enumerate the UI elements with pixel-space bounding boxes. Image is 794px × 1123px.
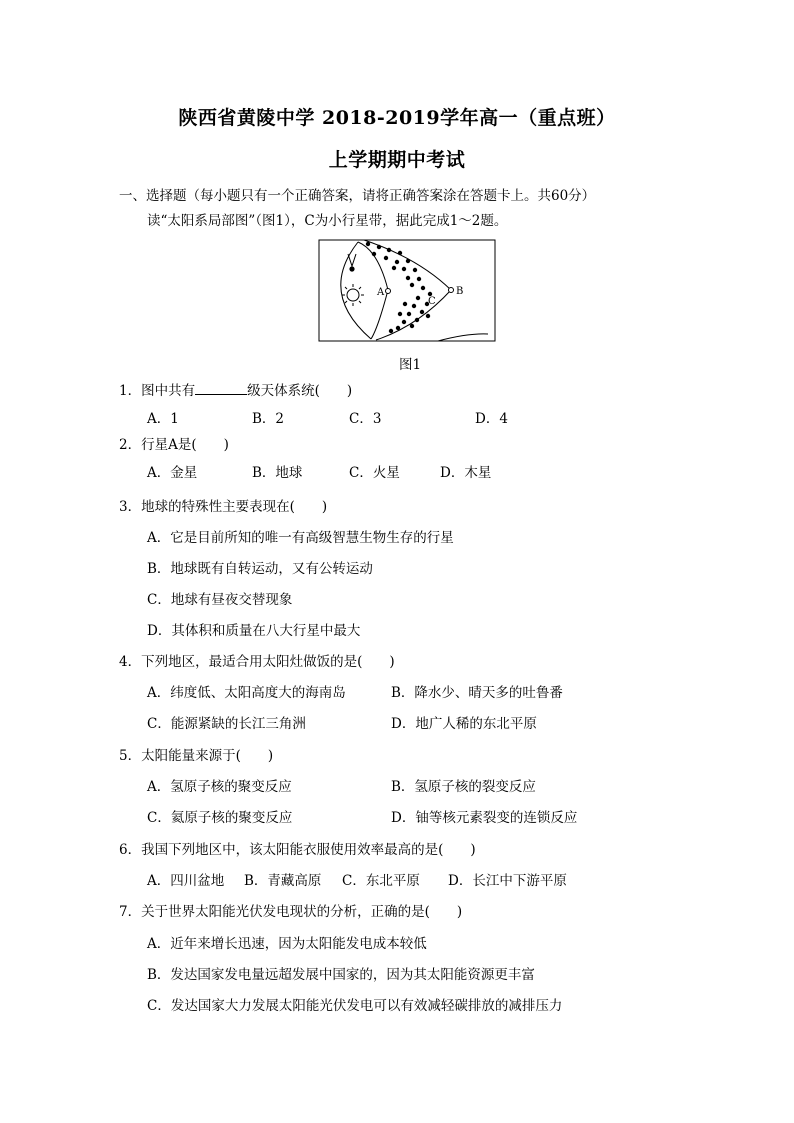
question-1-stem (119, 382, 352, 400)
sun-icon (342, 284, 364, 306)
question-6-option-b: B．青藏高原 (244, 873, 322, 889)
question-2-option-a: A．金星 (147, 465, 198, 481)
asteroid-belt (366, 242, 432, 333)
question-4-option-d: D．地广人稀的东北平原 (391, 716, 537, 732)
question-3-option-d: D．其体积和质量在八大行星中最大 (147, 623, 361, 639)
figure-caption: 图1 (399, 357, 422, 373)
question-4-option-a: A．纬度低、太阳高度大的海南岛 (147, 685, 346, 701)
question-7-option-b: B．发达国家发电量远超发展中国家的，因为其太阳能资源更丰富 (147, 967, 535, 983)
question-1-stem-post: 级天体系统( ) (247, 383, 353, 399)
question-2-stem: 2．行星A是( ) (119, 437, 229, 453)
label-b: B (456, 286, 464, 297)
exam-title-line1: 陕西省黄陵中学 2018-2019学年高一（重点班） (178, 107, 616, 129)
question-1-stem-pre: 1．图中共有 (119, 383, 196, 399)
question-2-option-c: C．火星 (349, 465, 400, 481)
question-5-option-b: B．氢原子核的裂变反应 (391, 779, 536, 795)
question-3-option-a: A．它是目前所知的唯一有高级智慧生物生存的行星 (147, 530, 454, 546)
question-7-option-a: A．近年来增长迅速，因为太阳能发电成本较低 (147, 936, 427, 952)
question-2-option-d: D．木星 (440, 465, 492, 481)
planet-a-marker (386, 289, 391, 294)
question-5-option-c: C．氦原子核的聚变反应 (147, 810, 293, 826)
question-3-stem: 3．地球的特殊性主要表现在( ) (119, 499, 328, 515)
figure-intro: 读“太阳系局部图”（图1），C为小行星带，据此完成1～2题。 (147, 213, 508, 229)
question-5-option-d: D．铀等核元素裂变的连锁反应 (391, 810, 578, 826)
question-6-option-a: A．四川盆地 (147, 873, 225, 889)
section-heading: 一、选择题（每小题只有一个正确答案，请将正确答案涂在答题卡上。共60分） (119, 188, 596, 204)
answer-blank (195, 382, 247, 395)
question-4-option-c: C．能源紧缺的长江三角洲 (147, 716, 306, 732)
planet-b-marker (449, 288, 454, 293)
planet-dot (349, 266, 354, 271)
exam-title-line2: 上学期期中考试 (328, 149, 466, 171)
inner-orbit-left (341, 242, 371, 339)
comet-path (438, 334, 488, 341)
question-6-option-c: C．东北平原 (342, 873, 420, 889)
question-7-stem: 7．关于世界太阳能光伏发电现状的分析，正确的是( ) (119, 904, 463, 920)
label-c: C (428, 296, 436, 307)
question-4-stem: 4．下列地区，最适合用太阳灶做饭的是( ) (119, 654, 395, 670)
question-2-option-b: B．地球 (252, 465, 303, 481)
question-3-option-b: B．地球既有自转运动，又有公转运动 (147, 561, 373, 577)
question-5-option-a: A．氢原子核的聚变反应 (147, 779, 292, 795)
label-a: A (377, 287, 385, 298)
question-7-option-c: C．发达国家大力发展太阳能光伏发电可以有效减轻碳排放的减排压力 (147, 998, 563, 1014)
solar-system-figure (318, 238, 498, 344)
question-5-stem: 5．太阳能量来源于( ) (119, 748, 274, 764)
question-4-option-b: B．降水少、晴天多的吐鲁番 (391, 685, 563, 701)
question-1-option-c: C．3 (349, 411, 382, 427)
question-3-option-c: C．地球有昼夜交替现象 (147, 592, 293, 608)
question-1-option-d: D．4 (475, 411, 508, 427)
question-1-option-b: B．2 (252, 411, 285, 427)
question-6-option-d: D．长江中下游平原 (448, 873, 567, 889)
question-6-stem: 6．我国下列地区中，该太阳能衣服使用效率最高的是( ) (119, 842, 476, 858)
question-1-option-a: A．1 (147, 411, 179, 427)
